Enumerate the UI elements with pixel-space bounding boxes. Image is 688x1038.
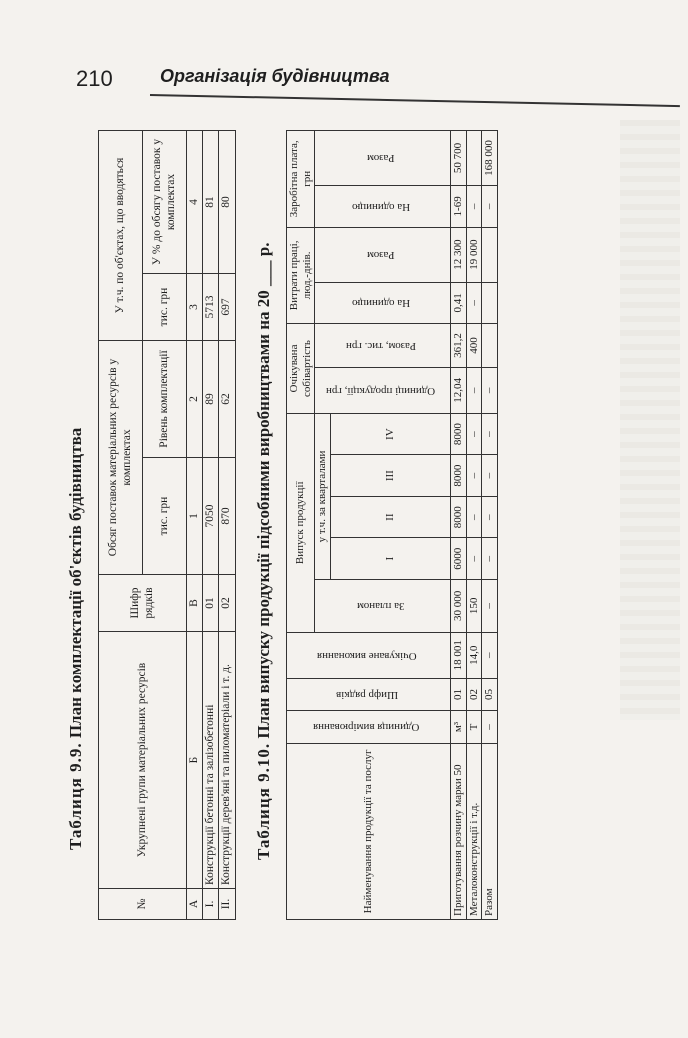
row-q2: – xyxy=(482,496,498,538)
index-cell: 3 xyxy=(187,274,203,341)
row-thous: 5713 xyxy=(203,274,219,341)
row-labor-total: 12 300 xyxy=(450,227,466,282)
row-q2: – xyxy=(466,496,482,538)
row-level: 62 xyxy=(219,341,235,458)
col-volume-header: Обсяг поставок матеріальних ресурсів у комплектах xyxy=(99,341,143,575)
table-row xyxy=(219,131,235,920)
row-wage-total: 50 700 xyxy=(450,131,466,186)
row-q3: 8000 xyxy=(450,455,466,497)
table-9-9-caption xyxy=(66,428,86,850)
col-labor-total-header: Разом xyxy=(367,248,395,261)
bleed-through-text xyxy=(620,120,680,720)
col-level-header: Рівень комплектації xyxy=(143,341,187,458)
row-code: 02 xyxy=(466,678,482,711)
col-labor-unit-header: На одиницю xyxy=(351,297,410,310)
page-number: 210 xyxy=(76,66,113,91)
header-rule xyxy=(150,94,680,107)
row-wage-unit: – xyxy=(482,186,498,228)
row-cost-unit: – xyxy=(482,367,498,413)
row-labor-unit xyxy=(482,282,498,324)
col-wage-unit-header: На одиницю xyxy=(351,200,410,213)
row-q4: – xyxy=(482,413,498,455)
rotated-content xyxy=(64,120,624,930)
row-plan: – xyxy=(482,579,498,632)
row-q2: 8000 xyxy=(450,496,466,538)
row-expected: – xyxy=(482,632,498,678)
row-code: 05 xyxy=(482,678,498,711)
row-labor-unit: – xyxy=(466,282,482,324)
col-q2-header: ІІ xyxy=(330,496,450,538)
row-q4: 8000 xyxy=(450,413,466,455)
index-row xyxy=(187,131,203,920)
row-unit: Т xyxy=(466,711,482,744)
row-expected: 14,0 xyxy=(466,632,482,678)
row-labor-unit: 0,41 xyxy=(450,282,466,324)
row-cost-unit: – xyxy=(466,367,482,413)
col-incl-pct-header: У % до обсягу поставок у комплектах xyxy=(143,131,187,274)
table-9-10-caption-prefix: Таблиця 9.10. xyxy=(254,742,273,860)
col-unit-header: Одиниця вимірювання xyxy=(313,721,420,734)
index-cell: 1 xyxy=(187,458,203,575)
col-plan-header: За планом xyxy=(357,600,405,613)
index-cell: А xyxy=(187,889,203,920)
row-volume: 7050 xyxy=(203,458,219,575)
row-wage-unit: – xyxy=(466,186,482,228)
row-code: 02 xyxy=(219,575,235,632)
col-output-header: Випуск продукції xyxy=(287,413,315,632)
index-cell: В xyxy=(187,575,203,632)
col-groups-header: Укрупнені групи матеріальних ресурсів xyxy=(99,632,187,889)
row-num: ІІ. xyxy=(219,889,235,920)
col-labor-header: Витрати праці, люд.-днів. xyxy=(287,227,315,324)
col-cost-unit-header: Одиниці продукції, грн xyxy=(326,384,436,397)
index-cell: 4 xyxy=(187,131,203,274)
table-9-9 xyxy=(98,130,236,920)
row-name: Конструкції дерев'яні та пиломатеріали і т. д. xyxy=(219,632,235,889)
col-expected-header: Очікуване виконання xyxy=(316,649,417,662)
table-row xyxy=(203,131,219,920)
col-code-header: Шифр рядків xyxy=(335,688,398,701)
table-9-10-caption xyxy=(254,243,274,860)
col-wage-total-header: Разом xyxy=(367,152,395,165)
col-wage-header: Заробітна плата, грн xyxy=(287,131,315,228)
row-wage-unit: 1-69 xyxy=(450,186,466,228)
index-cell: 2 xyxy=(187,341,203,458)
row-unit: – xyxy=(482,711,498,744)
col-q3-header: ІІІ xyxy=(330,455,450,497)
row-expected: 18 001 xyxy=(450,632,466,678)
row-name: Приготування розчину марки 50 xyxy=(450,743,466,919)
row-cost-total xyxy=(482,324,498,368)
row-q3: – xyxy=(482,455,498,497)
row-plan: 150 xyxy=(466,579,482,632)
row-cost-unit: 12,04 xyxy=(450,367,466,413)
row-code: 01 xyxy=(450,678,466,711)
table-row xyxy=(482,131,498,920)
table-9-10 xyxy=(286,130,498,920)
row-code: 01 xyxy=(203,575,219,632)
col-q1-header: І xyxy=(330,538,450,580)
row-name: Металоконструкції і т.д. xyxy=(466,743,482,919)
row-unit: м³ xyxy=(450,711,466,744)
row-labor-total: 19 000 xyxy=(466,227,482,282)
col-volume-thous-header: тис. грн xyxy=(143,458,187,575)
col-incl-thous-header: тис. грн xyxy=(143,274,187,341)
row-pct: 81 xyxy=(203,131,219,274)
row-q4: – xyxy=(466,413,482,455)
row-q1: – xyxy=(482,538,498,580)
row-volume: 870 xyxy=(219,458,235,575)
running-title: Організація будівництва xyxy=(160,66,390,86)
col-name-header: Найменування продукції та послуг xyxy=(287,743,451,919)
table-row xyxy=(450,131,466,920)
row-wage-total: 168 000 xyxy=(482,131,498,186)
row-level: 89 xyxy=(203,341,219,458)
row-cost-total: 361,2 xyxy=(450,324,466,368)
table-9-9-caption-prefix: Таблиця 9.9. xyxy=(66,742,85,850)
row-plan: 30 000 xyxy=(450,579,466,632)
row-cost-total: 400 xyxy=(466,324,482,368)
table-9-9-caption-title: План комплектації об'єктів будівництва xyxy=(66,427,85,739)
row-q1: 6000 xyxy=(450,538,466,580)
col-quarters-header: у т.ч. за кварталами xyxy=(315,413,331,579)
col-code-header: Шифр рядків xyxy=(99,575,187,632)
index-cell: Б xyxy=(187,632,203,889)
col-incl-header: У т.ч. по об'єктах, що вводяться xyxy=(99,131,143,341)
row-thous: 697 xyxy=(219,274,235,341)
row-name: Конструкції бетонні та залізобетонні xyxy=(203,632,219,889)
row-pct: 80 xyxy=(219,131,235,274)
table-row xyxy=(466,131,482,920)
col-cost-total-header: Разом, тис. грн xyxy=(345,339,416,352)
row-wage-total xyxy=(466,131,482,186)
col-q4-header: IV xyxy=(330,413,450,455)
table-9-10-caption-title: План випуску продукції підсобними виробництвами на 20 ___ р. xyxy=(254,242,273,739)
row-labor-total xyxy=(482,227,498,282)
row-q1: – xyxy=(466,538,482,580)
row-num: І. xyxy=(203,889,219,920)
row-name: Разом xyxy=(482,743,498,919)
col-cost-header: Очікувана собівартість xyxy=(287,324,315,414)
row-q3: – xyxy=(466,455,482,497)
col-num-header: № xyxy=(99,889,187,920)
